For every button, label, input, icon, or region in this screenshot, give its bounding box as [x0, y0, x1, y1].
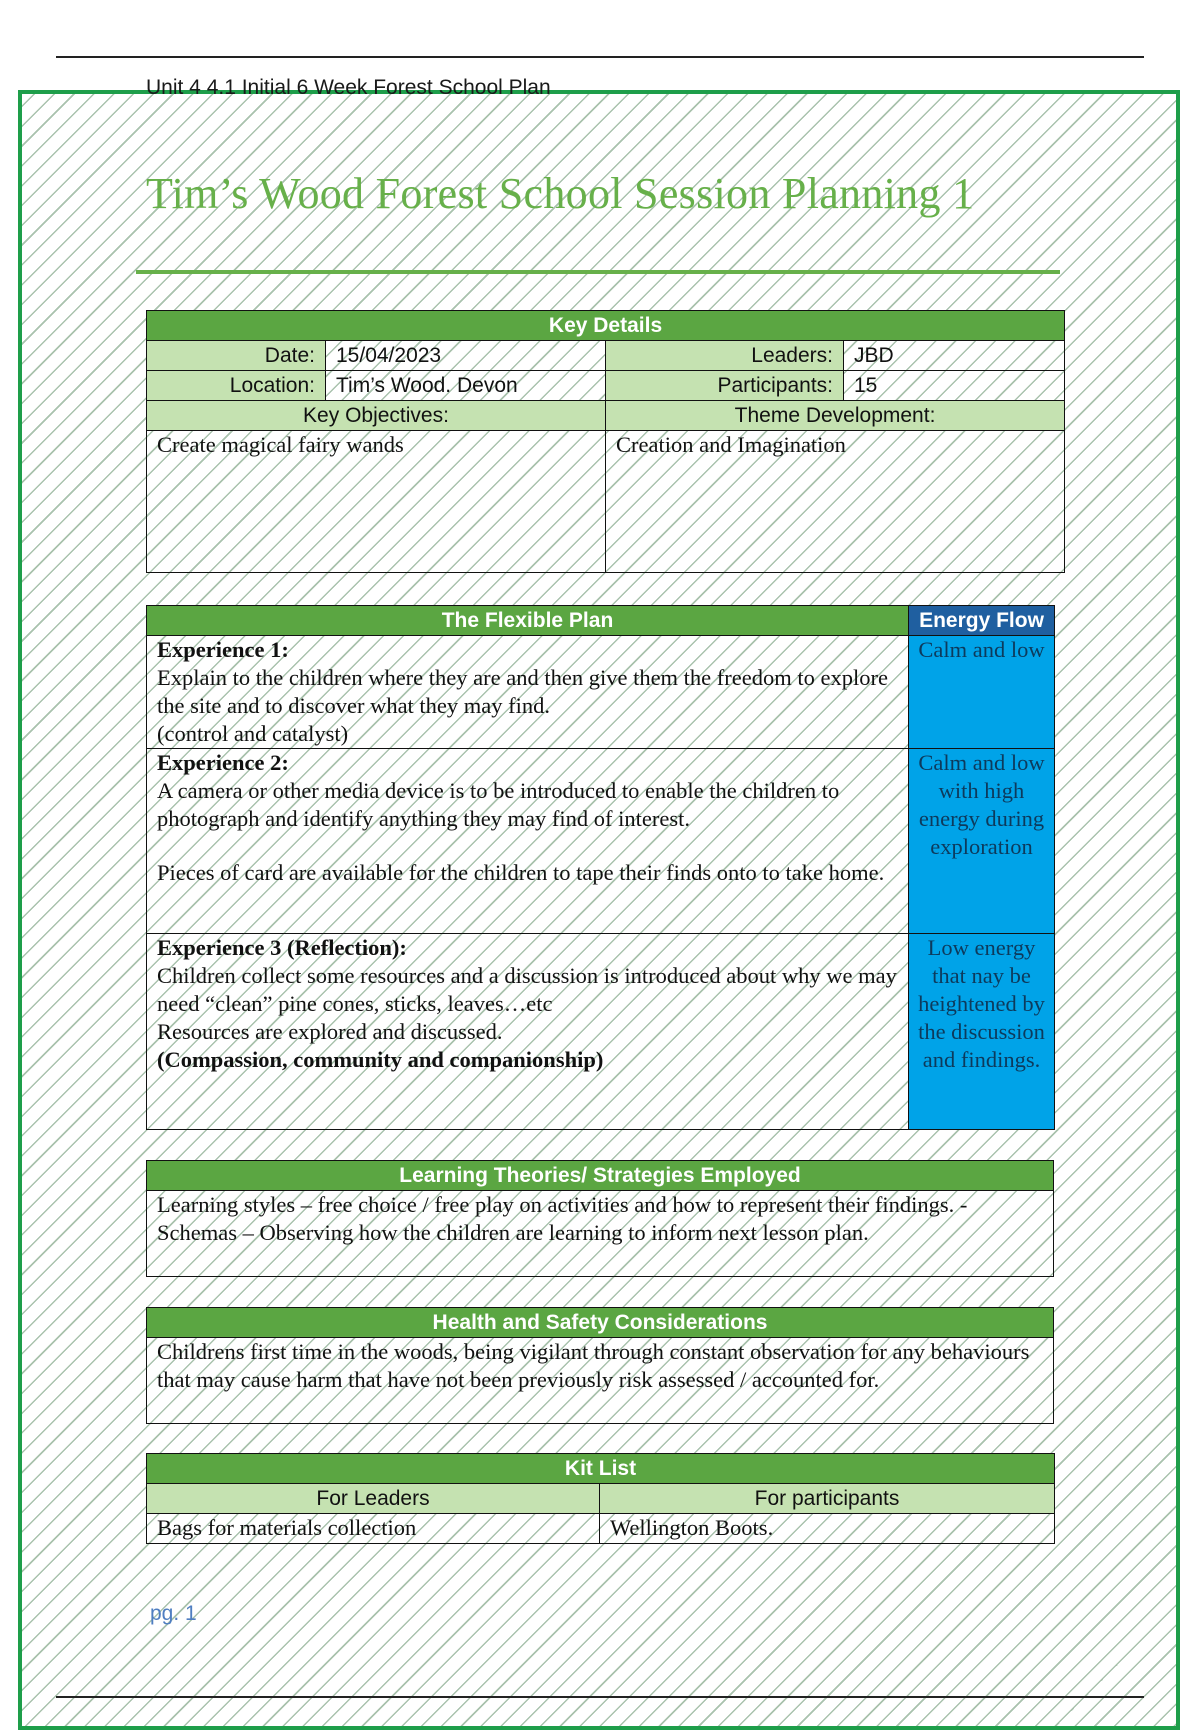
experience-3	[147, 934, 909, 1130]
learning-theories-heading: Learning Theories/ Strategies Employed	[147, 1161, 1054, 1191]
experience-2-line-1: A camera or other media device is to be introduced to enable the children to photograph and identify anything they may find of interest.	[157, 778, 840, 831]
experience-1-title: Experience 1:	[157, 637, 289, 662]
health-safety-text: Childrens first time in the woods, being vigilant through constant observation for any behaviours that may cause harm that have not been previously risk assessed / accounted for.	[147, 1338, 1054, 1424]
kit-list-table	[146, 1453, 1055, 1544]
theme-development-label: Theme Development:	[606, 401, 1065, 431]
experience-1-energy: Calm and low	[909, 636, 1055, 749]
participants-value: 15	[844, 371, 1065, 401]
health-safety-heading: Health and Safety Considerations	[147, 1308, 1054, 1338]
experience-3-bold-line: (Compassion, community and companionship)	[157, 1047, 604, 1072]
flexible-plan-table	[146, 605, 1055, 1130]
page-number: pg. 1	[150, 1602, 197, 1625]
experience-2-line-2: Pieces of card are available for the children to tape their finds onto to take home.	[157, 860, 885, 885]
health-safety-table	[146, 1307, 1054, 1424]
kit-list-heading: Kit List	[147, 1454, 1055, 1484]
experience-3-energy: Low energy that nay be heightened by the discussion and findings.	[909, 934, 1055, 1130]
experience-2	[147, 749, 909, 934]
title-underline	[136, 270, 1060, 274]
experience-2-title: Experience 2:	[157, 750, 289, 775]
theme-development-value: Creation and Imagination	[606, 431, 1065, 573]
location-label: Location:	[147, 371, 326, 401]
experience-1	[147, 636, 909, 749]
experience-1-line-2: (control and catalyst)	[157, 721, 349, 746]
experience-3-line-2: Resources are explored and discussed.	[157, 1019, 503, 1044]
header-rule	[56, 56, 1144, 58]
leaders-value: JBD	[844, 341, 1065, 371]
learning-theories-text: Learning styles – free choice / free play on activities and how to represent their findings. - Schemas – Observing how the children are learning to inform next lesson plan.	[147, 1191, 1054, 1277]
participants-label: Participants:	[606, 371, 844, 401]
key-details-heading: Key Details	[147, 311, 1065, 341]
key-objectives-value: Create magical fairy wands	[147, 431, 606, 573]
page-title: Tim’s Wood Forest School Session Planning 1	[146, 169, 975, 218]
energy-flow-heading: Energy Flow	[909, 606, 1055, 636]
kit-participants-label: For participants	[600, 1484, 1055, 1514]
leaders-label: Leaders:	[606, 341, 844, 371]
footer-rule	[56, 1696, 1144, 1698]
date-value: 15/04/2023	[326, 341, 606, 371]
learning-theories-table	[146, 1160, 1054, 1277]
kit-leaders-label: For Leaders	[147, 1484, 600, 1514]
key-details-table	[146, 310, 1065, 573]
experience-1-line-1: Explain to the children where they are and then give them the freedom to explore the site and to discover what they may find.	[157, 665, 888, 718]
flexible-plan-heading: The Flexible Plan	[147, 606, 909, 636]
experience-3-title: Experience 3 (Reflection):	[157, 935, 407, 960]
key-objectives-label: Key Objectives:	[147, 401, 606, 431]
date-label: Date:	[147, 341, 326, 371]
kit-leaders-value: Bags for materials collection	[147, 1514, 600, 1544]
experience-3-line-1: Children collect some resources and a discussion is introduced about why we may need “clean” pine cones, sticks, leaves…etc	[157, 963, 897, 1016]
header-text: Unit 4 4.1 Initial 6 Week Forest School Plan	[146, 76, 551, 99]
kit-participants-value: Wellington Boots.	[600, 1514, 1055, 1544]
location-value: Tim’s Wood. Devon	[326, 371, 606, 401]
experience-2-energy: Calm and low with high energy during exploration	[909, 749, 1055, 934]
